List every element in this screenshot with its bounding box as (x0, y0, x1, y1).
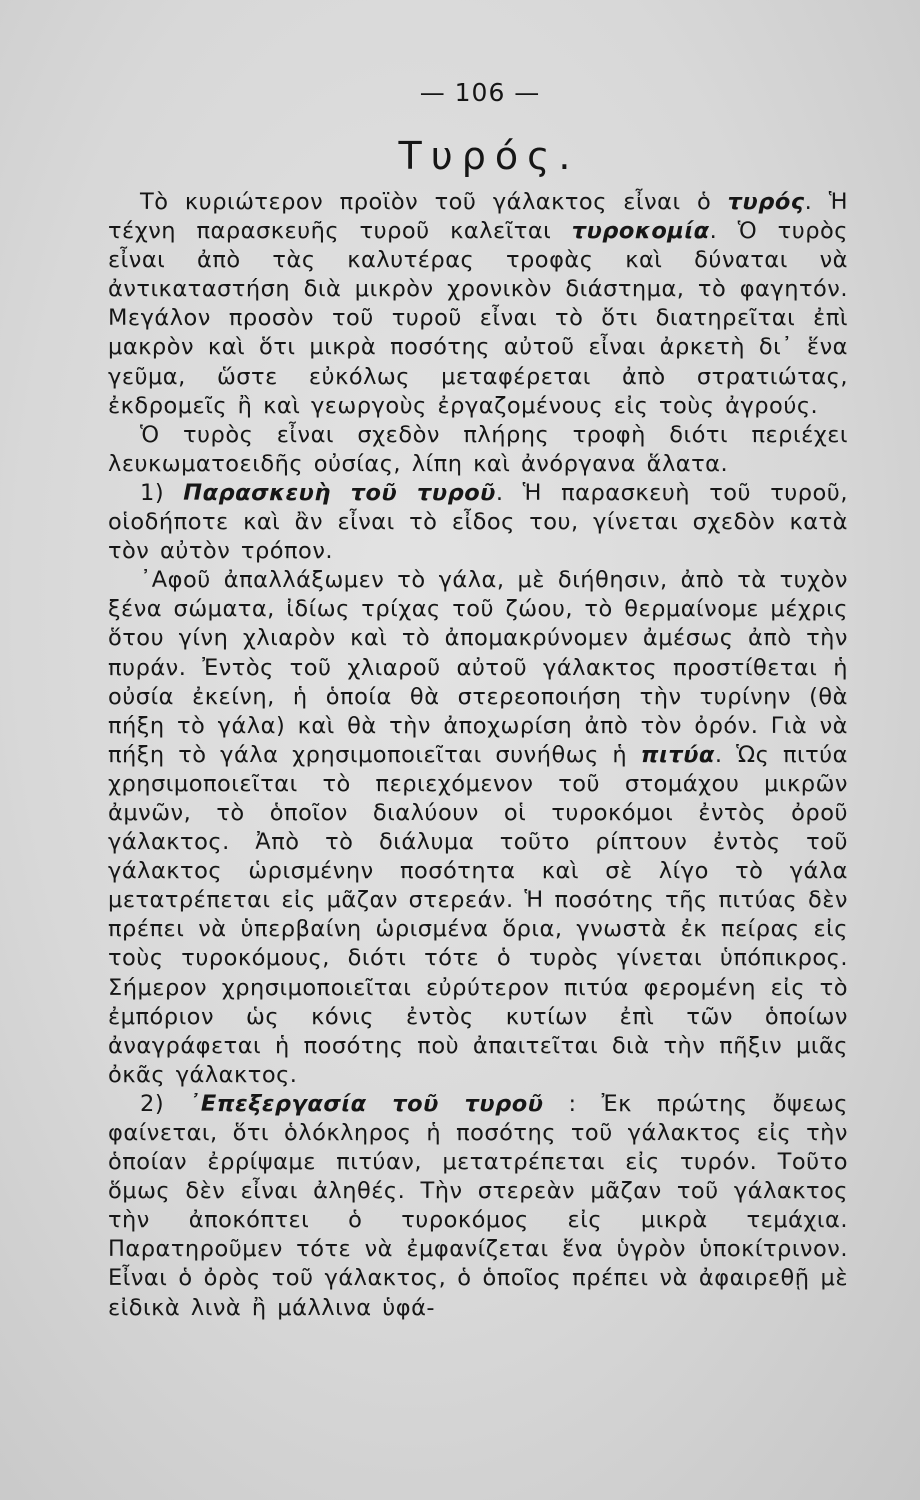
bold-term: τυρός (727, 189, 805, 215)
text-run: Τὸ κυριώτερον προϊὸν τοῦ γάλακτος εἶναι ὁ (140, 189, 728, 215)
text-run: . Ὡς πιτύα χρησιμοποιεῖται τὸ περιεχόμενον τοῦ στομάχου μικρῶν ἀμνῶν, τὸ ὁποῖον διαλύουν οἱ τυροκόμοι ἐντὸς ὀροῦ γάλακτος. Ἀπὸ τὸ διάλυμα τοῦτο ρίπτουν ἐντὸς τοῦ γάλακτος ὡρισμένην ποσότητα καὶ σὲ λίγο τὸ γάλα μετατρέπεται εἰς μᾶζαν στερεάν. Ἡ ποσότης τῆς πιτύας δὲν πρέπει νὰ ὑπερβαίνη ὡρισμένα ὅρια, γνωστὰ ἐκ πείρας εἰς τοὺς τυροκόμους, διότι τότε ὁ τυρὸς γίνεται ὑπόπικρος. Σήμερον χρησιμοποιεῖται εὐρύτερον πιτύα φερομένη εἰς τὸ ἐμπόριον ὡς κόνις ἐντὸς κυτίων ἐπὶ τῶν ὁποίων ἀναγράφεται ἡ ποσότης ποὺ ἀπαιτεῖται διὰ τὴν πῆξιν μιᾶς ὀκᾶς γάλακτος. (108, 741, 848, 1088)
page-title: Τυρός. (398, 134, 580, 178)
text-run: . Ὁ τυρὸς εἶναι ἀπὸ τὰς καλυτέρας τροφὰς καὶ δύναται νὰ ἀντικαταστήση διὰ μικρὸν χρονικὸν διάστημα, τὸ φαγητόν. Μεγάλον προσὸν τοῦ τυροῦ εἶναι τὸ ὅτι διατηρεῖται ἐπὶ μακρὸν καὶ ὅτι μικρὰ ποσότης αὐτοῦ εἶναι ἀρκετὴ δι᾽ ἕνα γεῦμα, ὥστε εὐκόλως μεταφέρεται ἀπὸ στρατιώτας, ἐκδρομεῖς ἢ καὶ γεωργοὺς ἐργαζομένους εἰς τοὺς ἀγρούς. (108, 218, 848, 419)
paragraph-nutrition (108, 421, 848, 479)
paragraph-intro (108, 188, 848, 421)
section-number: 1) (140, 479, 184, 506)
paragraph-section-1 (108, 479, 848, 566)
section-heading: ᾽Επεξεργασία τοῦ τυροῦ (189, 1090, 544, 1117)
text-run: . Ἡ παρασκευὴ τοῦ τυροῦ, οἱοδήποτε καὶ ἂν εἶναι τὸ εἶδος του, γίνεται σχεδὸν κατὰ τὸν αὐτὸν τρόπον. (108, 479, 848, 565)
paragraph-section-2 (108, 1090, 848, 1323)
text-run: Ὁ τυρὸς εἶναι σχεδὸν πλήρης τροφὴ διότι περιέχει λευκωματοειδῆς οὐσίας, λίπη καὶ ἀνόργανα ἅλατα. (108, 421, 848, 477)
section-number: 2) (140, 1090, 190, 1117)
body-text (108, 188, 848, 1323)
paragraph-process (108, 566, 848, 1090)
bold-term: τυροκομία (571, 218, 710, 245)
page-number: — 106 — (419, 78, 541, 107)
text-run: ᾽Αφοῦ ἀπαλλάξωμεν τὸ γάλα, μὲ διήθησιν, ἀπὸ τὰ τυχὸν ξένα σώματα, ἰδίως τρίχας τοῦ ζώου, τὸ θερμαίνομε μέχρις ὅτου γίνη χλιαρὸν καὶ τὸ ἀπομακρύνομεν ἀμέσως ἀπὸ τὴν πυράν. Ἐντὸς τοῦ χλιαροῦ αὐτοῦ γάλακτος προστίθεται ἡ οὐσία ἐκείνη, ἡ ὁποία θὰ στερεοποιήση τὴν τυρίνην (θὰ πήξη τὸ γάλα) καὶ θὰ τὴν ἀποχωρίση ἀπὸ τὸν ὀρόν. Γιὰ νὰ πήξη τὸ γάλα χρησιμοποιεῖται συνήθως ἡ (108, 567, 848, 768)
bold-term: πιτύα (640, 741, 715, 768)
section-heading: Παρασκευὴ τοῦ τυροῦ (183, 479, 496, 506)
text-run: . Ἡ τέχνη παρασκευῆς τυροῦ καλεῖται (108, 189, 848, 245)
text-run: : Ἐκ πρώτης ὄψεως φαίνεται, ὅτι ὁλόκληρος ἡ ποσότης τοῦ γάλακτος εἰς τὴν ὁποίαν ἐρρίψαμε πιτύαν, μετατρέπεται εἰς τυρόν. Τοῦτο ὅμως δὲν εἶναι ἀληθές. Τὴν στερεὰν μᾶζαν τοῦ γάλακτος τὴν ἀποκόπτει ὁ τυροκόμος εἰς μικρὰ τεμάχια. Παρατηροῦμεν τότε νὰ ἐμφανίζεται ἕνα ὑγρὸν ὑποκίτρινον. Εἶναι ὁ ὀρὸς τοῦ γάλακτος, ὁ ὁποῖος πρέπει νὰ ἀφαιρεθῇ μὲ εἰδικὰ λινὰ ἢ μάλλινα ὑφά- (108, 1090, 848, 1321)
